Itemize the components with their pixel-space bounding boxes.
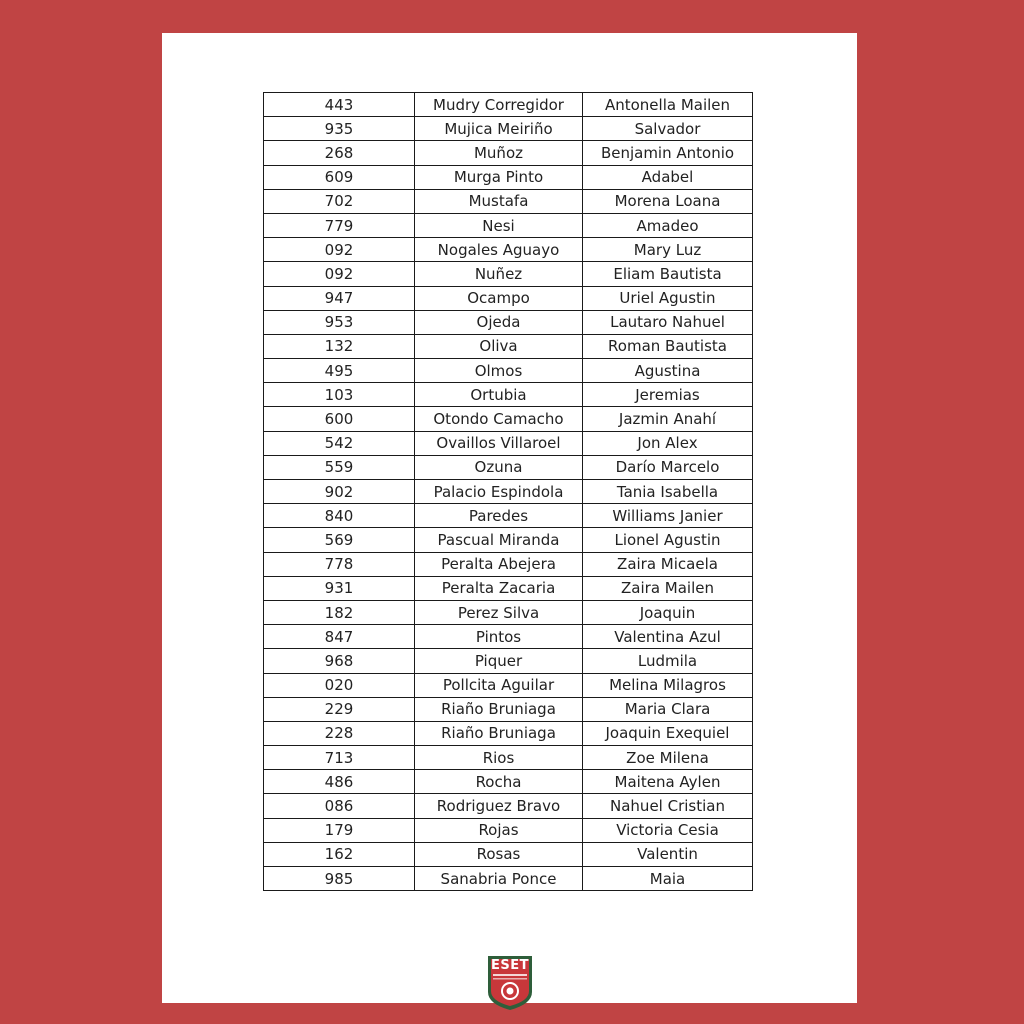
student-number-cell: 542: [264, 431, 415, 455]
given-name-cell: Adabel: [583, 165, 753, 189]
student-number-cell: 020: [264, 673, 415, 697]
surname-cell: Mudry Corregidor: [415, 93, 583, 117]
table-row: [264, 842, 753, 866]
table-row: [264, 117, 753, 141]
student-number-cell: 935: [264, 117, 415, 141]
given-name-cell: Nahuel Cristian: [583, 794, 753, 818]
student-number-cell: 179: [264, 818, 415, 842]
surname-cell: Pintos: [415, 625, 583, 649]
surname-cell: Ortubia: [415, 383, 583, 407]
table-row: [264, 286, 753, 310]
given-name-cell: Benjamin Antonio: [583, 141, 753, 165]
given-name-cell: Maria Clara: [583, 697, 753, 721]
surname-cell: Mustafa: [415, 189, 583, 213]
surname-cell: Olmos: [415, 359, 583, 383]
given-name-cell: Melina Milagros: [583, 673, 753, 697]
student-number-cell: 713: [264, 746, 415, 770]
table-row: [264, 673, 753, 697]
given-name-cell: Maitena Aylen: [583, 770, 753, 794]
eset-school-logo: [486, 954, 534, 1012]
given-name-cell: Zaira Micaela: [583, 552, 753, 576]
table-row: [264, 649, 753, 673]
student-number-cell: 228: [264, 721, 415, 745]
student-number-cell: 182: [264, 600, 415, 624]
student-number-cell: 953: [264, 310, 415, 334]
student-number-cell: 702: [264, 189, 415, 213]
given-name-cell: Jeremias: [583, 383, 753, 407]
table-row: [264, 407, 753, 431]
student-number-cell: 162: [264, 842, 415, 866]
surname-cell: Rosas: [415, 842, 583, 866]
table-row: [264, 455, 753, 479]
given-name-cell: Maia: [583, 867, 753, 891]
given-name-cell: Eliam Bautista: [583, 262, 753, 286]
student-number-cell: 495: [264, 359, 415, 383]
surname-cell: Rocha: [415, 770, 583, 794]
given-name-cell: Agustina: [583, 359, 753, 383]
student-number-cell: 092: [264, 238, 415, 262]
table-row: [264, 770, 753, 794]
given-name-cell: Antonella Mailen: [583, 93, 753, 117]
student-number-cell: 902: [264, 480, 415, 504]
given-name-cell: Mary Luz: [583, 238, 753, 262]
table-row: [264, 867, 753, 891]
table-row: [264, 93, 753, 117]
surname-cell: Riaño Bruniaga: [415, 721, 583, 745]
surname-cell: Nuñez: [415, 262, 583, 286]
surname-cell: Pascual Miranda: [415, 528, 583, 552]
surname-cell: Otondo Camacho: [415, 407, 583, 431]
student-number-cell: 092: [264, 262, 415, 286]
table-row: [264, 213, 753, 237]
table-row: [264, 359, 753, 383]
student-number-cell: 229: [264, 697, 415, 721]
student-number-cell: 132: [264, 334, 415, 358]
student-number-cell: 931: [264, 576, 415, 600]
surname-cell: Palacio Espindola: [415, 480, 583, 504]
student-number-cell: 569: [264, 528, 415, 552]
given-name-cell: Victoria Cesia: [583, 818, 753, 842]
table-row: [264, 794, 753, 818]
surname-cell: Sanabria Ponce: [415, 867, 583, 891]
surname-cell: Pollcita Aguilar: [415, 673, 583, 697]
given-name-cell: Tania Isabella: [583, 480, 753, 504]
student-number-cell: 268: [264, 141, 415, 165]
student-number-cell: 778: [264, 552, 415, 576]
surname-cell: Nogales Aguayo: [415, 238, 583, 262]
student-number-cell: 779: [264, 213, 415, 237]
table-row: [264, 480, 753, 504]
surname-cell: Riaño Bruniaga: [415, 697, 583, 721]
given-name-cell: Valentina Azul: [583, 625, 753, 649]
student-number-cell: 559: [264, 455, 415, 479]
table-row: [264, 625, 753, 649]
table-row: [264, 528, 753, 552]
student-number-cell: 985: [264, 867, 415, 891]
table-row: [264, 504, 753, 528]
given-name-cell: Lionel Agustin: [583, 528, 753, 552]
table-row: [264, 383, 753, 407]
student-number-cell: 968: [264, 649, 415, 673]
given-name-cell: Williams Janier: [583, 504, 753, 528]
surname-cell: Peralta Abejera: [415, 552, 583, 576]
surname-cell: Mujica Meiriño: [415, 117, 583, 141]
table-row: [264, 189, 753, 213]
student-number-cell: 103: [264, 383, 415, 407]
document-page: [162, 33, 857, 1003]
surname-cell: Nesi: [415, 213, 583, 237]
surname-cell: Muñoz: [415, 141, 583, 165]
surname-cell: Paredes: [415, 504, 583, 528]
given-name-cell: Salvador: [583, 117, 753, 141]
surname-cell: Perez Silva: [415, 600, 583, 624]
table-row: [264, 552, 753, 576]
surname-cell: Rodriguez Bravo: [415, 794, 583, 818]
student-number-cell: 840: [264, 504, 415, 528]
student-number-cell: 486: [264, 770, 415, 794]
student-roster-table: [263, 92, 753, 891]
table-row: [264, 334, 753, 358]
given-name-cell: Valentin: [583, 842, 753, 866]
student-number-cell: 609: [264, 165, 415, 189]
given-name-cell: Joaquin: [583, 600, 753, 624]
surname-cell: Ojeda: [415, 310, 583, 334]
table-row: [264, 600, 753, 624]
surname-cell: Ozuna: [415, 455, 583, 479]
student-number-cell: 947: [264, 286, 415, 310]
table-row: [264, 746, 753, 770]
surname-cell: Ovaillos Villaroel: [415, 431, 583, 455]
given-name-cell: Amadeo: [583, 213, 753, 237]
surname-cell: Peralta Zacaria: [415, 576, 583, 600]
table-row: [264, 238, 753, 262]
surname-cell: Ocampo: [415, 286, 583, 310]
table-row: [264, 431, 753, 455]
table-row: [264, 310, 753, 334]
given-name-cell: Darío Marcelo: [583, 455, 753, 479]
logo-text: ESET: [491, 958, 529, 973]
table-row: [264, 721, 753, 745]
given-name-cell: Uriel Agustin: [583, 286, 753, 310]
student-number-cell: 086: [264, 794, 415, 818]
given-name-cell: Jazmin Anahí: [583, 407, 753, 431]
table-row: [264, 262, 753, 286]
surname-cell: Rojas: [415, 818, 583, 842]
surname-cell: Murga Pinto: [415, 165, 583, 189]
student-number-cell: 600: [264, 407, 415, 431]
surname-cell: Rios: [415, 746, 583, 770]
given-name-cell: Jon Alex: [583, 431, 753, 455]
roster-body: [264, 93, 753, 891]
given-name-cell: Roman Bautista: [583, 334, 753, 358]
student-number-cell: 443: [264, 93, 415, 117]
given-name-cell: Ludmila: [583, 649, 753, 673]
given-name-cell: Morena Loana: [583, 189, 753, 213]
given-name-cell: Joaquin Exequiel: [583, 721, 753, 745]
surname-cell: Piquer: [415, 649, 583, 673]
table-row: [264, 818, 753, 842]
table-row: [264, 141, 753, 165]
given-name-cell: Zoe Milena: [583, 746, 753, 770]
given-name-cell: Zaira Mailen: [583, 576, 753, 600]
student-number-cell: 847: [264, 625, 415, 649]
given-name-cell: Lautaro Nahuel: [583, 310, 753, 334]
table-row: [264, 697, 753, 721]
table-row: [264, 165, 753, 189]
table-row: [264, 576, 753, 600]
surname-cell: Oliva: [415, 334, 583, 358]
